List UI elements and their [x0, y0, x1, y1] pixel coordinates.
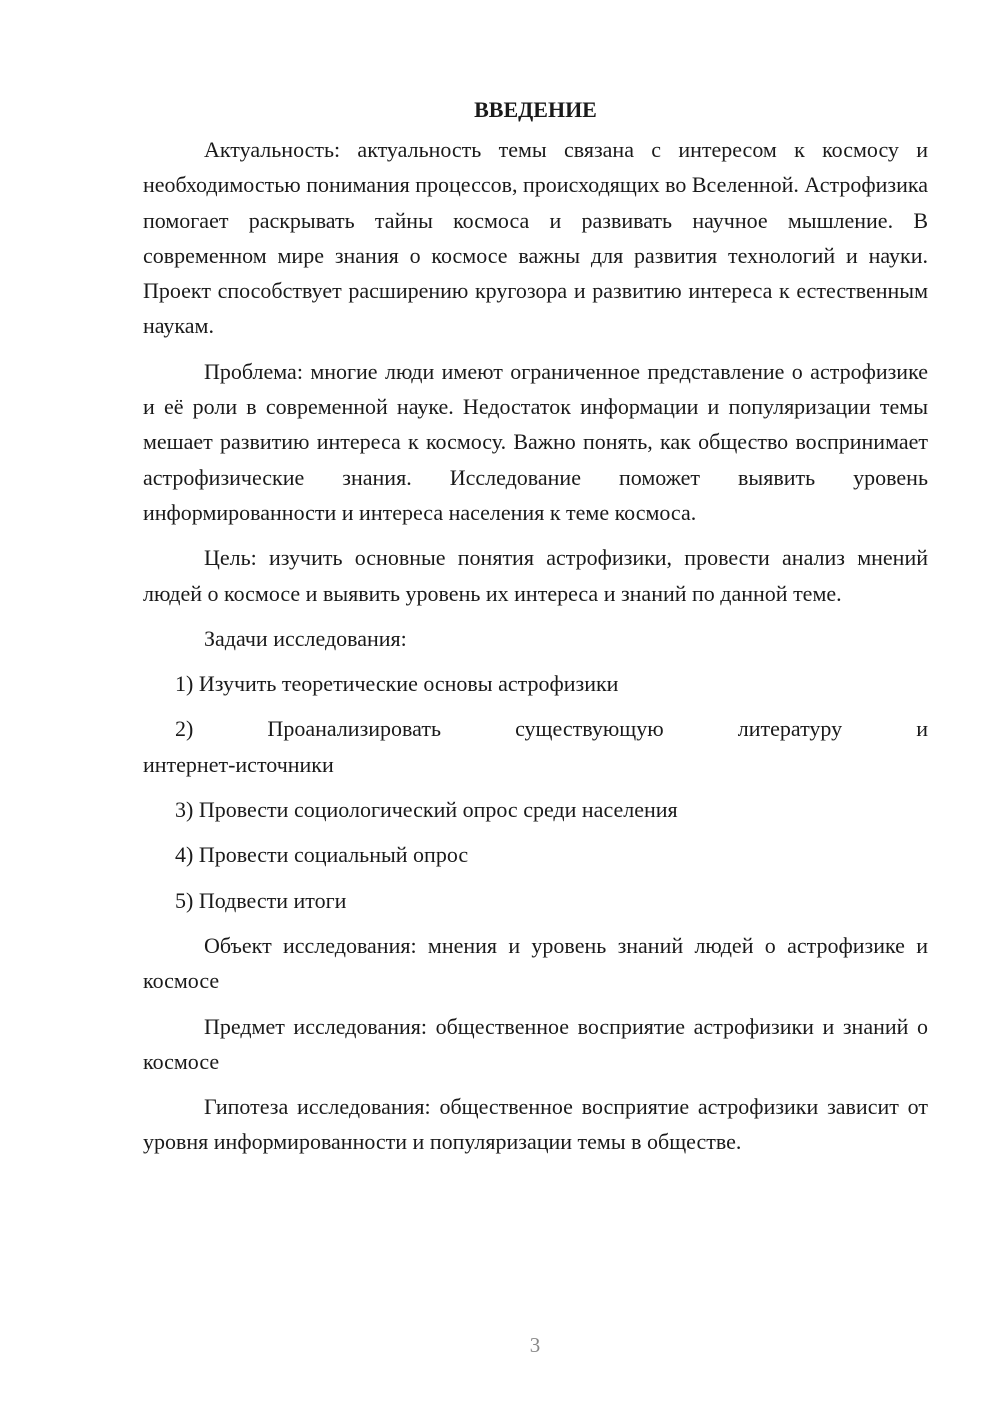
paragraph-relevance: Актуальность: актуальность темы связана с интересом к космосу и необходимостью понимания процессов, происходящих во Вселенной. Астрофизика помогает раскрывать тайны космоса и развивать научное мышление. В современном мире знания о космосе важны для развития технологий и науки. Проект способствует расширению кругозора и развитию интереса к естественным наукам.: [143, 137, 928, 339]
paragraph-subject: Предмет исследования: общественное восприятие астрофизики и знаний о космосе: [143, 1013, 928, 1074]
task-item-4: 4) Провести социальный опрос: [175, 842, 469, 868]
task-item-1: 1) Изучить теоретические основы астрофизики: [175, 671, 619, 697]
paragraph-goal: Цель: изучить основные понятия астрофизики, провести анализ мнений людей о космосе и выявить уровень их интереса и знаний по данной теме.: [143, 545, 928, 606]
document-page: [143, 92, 928, 1170]
task-item-2-continuation: интернет-источники: [143, 751, 334, 777]
tasks-heading: Задачи исследования:: [204, 625, 407, 651]
paragraph-problem: Проблема: многие люди имеют ограниченное представление о астрофизике и её роли в современной науке. Недостаток информации и популяризации темы мешает развитию интереса к космосу. Важно понять, как общество воспринимает астрофизические знания. Исследование поможет выявить уровень информированности и интереса населения к теме космоса.: [143, 358, 928, 525]
task-item-5: 5) Подвести итоги: [175, 887, 347, 913]
section-title: ВВЕДЕНИЕ: [474, 97, 597, 122]
paragraph-hypothesis: Гипотеза исследования: общественное восприятие астрофизики зависит от уровня информированности и популяризации темы в обществе.: [143, 1094, 928, 1155]
task-item-2: 2) Проанализировать существующую литературу и: [175, 716, 928, 742]
page-number: 3: [529, 1333, 541, 1357]
task-item-3: 3) Провести социологический опрос среди населения: [175, 797, 678, 823]
paragraph-object: Объект исследования: мнения и уровень знаний людей о астрофизике и космосе: [143, 932, 928, 994]
